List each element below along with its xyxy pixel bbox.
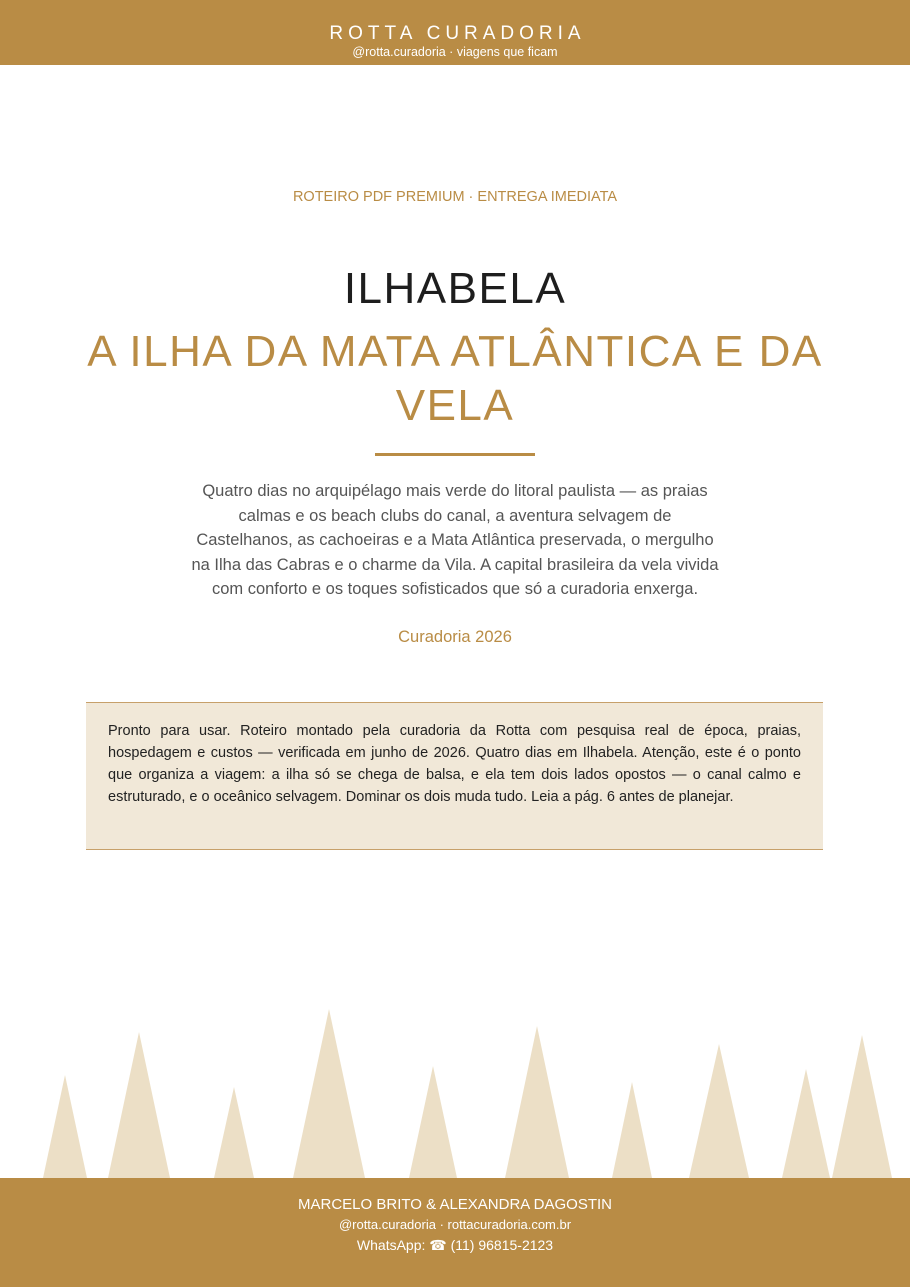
- mountain-peak: [612, 1082, 652, 1178]
- page-subtitle: A ILHA DA MATA ATLÂNTICA E DA VELA: [87, 327, 823, 430]
- bottom-banner: [0, 1178, 910, 1287]
- mountain-peak: [409, 1066, 457, 1178]
- notice-text: Pronto para usar. Roteiro montado pela curadoria da Rotta com pesquisa real de época, praias, hospedagem e custos — verificada em junho de 2026. Quatro dias em Ilhabela. Atenção, este é o ponto que organiza a viagem: a ilha só se chega de balsa, e ela tem dois lados opostos — o canal calmo e estruturado, e o oceânico selvagem. Dominar os dois muda tudo. Leia a pág. 6 antes de planejar.: [108, 723, 801, 805]
- contact-links: @rotta.curadoria · rottacuradoria.com.br: [338, 1217, 572, 1232]
- edition-year: Curadoria 2026: [398, 628, 512, 646]
- mountain-peak: [505, 1026, 569, 1178]
- page-title: ILHABELA: [343, 264, 567, 313]
- brand-tagline: @rotta.curadoria · viagens que ficam: [352, 45, 558, 59]
- mountain-peak: [293, 1009, 365, 1178]
- whatsapp-contact: WhatsApp: ☎ (11) 96815-2123: [356, 1237, 554, 1253]
- intro-paragraph: Quatro dias no arquipélago mais verde do litoral paulista — as praias calmas e os beach clubs do canal, a aventura selvagem de Castelhanos, as cachoeiras e a Mata Atlântica preservada, o mergulho na Ilha das Cabras e o charme da Vila. A capital brasileira da vela vivida com conforto e os toques sofisticados que só a curadoria enxerga.: [191, 482, 719, 598]
- authors-line: MARCELO BRITO & ALEXANDRA DAGOSTIN: [298, 1196, 612, 1213]
- brand-name: ROTTA CURADORIA: [329, 23, 586, 44]
- mountain-peak: [689, 1044, 749, 1178]
- mountain-peak: [43, 1075, 87, 1178]
- mountain-peak: [782, 1069, 830, 1178]
- eyebrow-label: ROTEIRO PDF PREMIUM · ENTREGA IMEDIATA: [292, 189, 618, 205]
- mountain-peak: [832, 1035, 892, 1178]
- title-divider: [375, 453, 535, 456]
- mountain-peak: [108, 1032, 170, 1178]
- mountain-decoration: [0, 990, 910, 1180]
- mountain-peak: [214, 1087, 254, 1178]
- notice-box: [86, 702, 823, 850]
- top-banner: [0, 0, 910, 65]
